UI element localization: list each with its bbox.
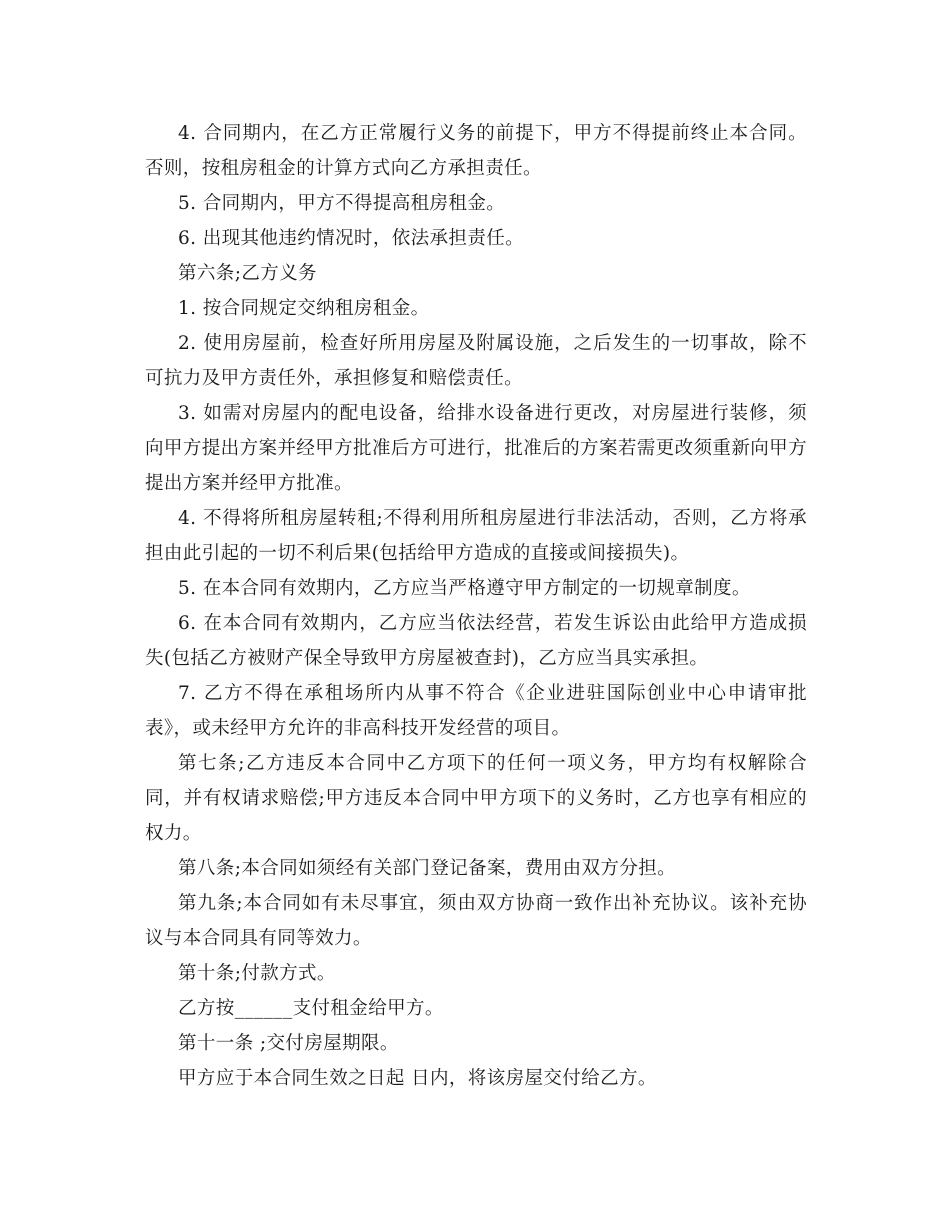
heading-article-11: 第十一条 ;交付房屋期限。 bbox=[178, 1033, 399, 1054]
paragraph-article-8: 第八条;本合同如须经有关部门登记备案，费用由双方分担。 bbox=[178, 858, 677, 879]
heading-article-6: 第六条;乙方义务 bbox=[178, 263, 317, 284]
paragraph-delivery-term: 甲方应于本合同生效之日起 日内，将该房屋交付给乙方。 bbox=[178, 1068, 657, 1089]
paragraph-clause-1-yi: 1. 按合同规定交纳租房租金。 bbox=[178, 298, 430, 319]
paragraph-clause-5-yi: 5. 在本合同有效期内，乙方应当严格遵守甲方制定的一切规章制度。 bbox=[178, 578, 751, 599]
paragraph-clause-5-jia: 5. 合同期内，甲方不得提高租房租金。 bbox=[178, 193, 506, 214]
paragraph-clause-7-yi: 7. 乙方不得在承租场所内从事不符合《企业进驻国际创业中心申请审批表》，或未经甲方允许的非高科技开发经营的项目。 bbox=[145, 683, 807, 739]
heading-article-10: 第十条;付款方式。 bbox=[178, 963, 336, 984]
document-body bbox=[145, 116, 807, 1096]
paragraph-clause-4-yi: 4. 不得将所租房屋转租;不得利用所租房屋进行非法活动，否则，乙方将承担由此引起的一切不利后果(包括给甲方造成的直接或间接损失)。 bbox=[145, 508, 807, 564]
paragraph-article-9: 第九条;本合同如有未尽事宜，须由双方协商一致作出补充协议。该补充协议与本合同具有同等效力。 bbox=[145, 893, 807, 949]
paragraph-clause-2-yi: 2. 使用房屋前，检查好所用房屋及附属设施，之后发生的一切事故，除不可抗力及甲方责任外，承担修复和赔偿责任。 bbox=[145, 333, 807, 389]
paragraph-clause-3-yi: 3. 如需对房屋内的配电设备，给排水设备进行更改，对房屋进行装修，须向甲方提出方案并经甲方批准后方可进行，批准后的方案若需更改须重新向甲方提出方案并经甲方批准。 bbox=[145, 403, 807, 494]
paragraph-clause-4-jia: 4. 合同期内，在乙方正常履行义务的前提下，甲方不得提前终止本合同。否则，按租房租金的计算方式向乙方承担责任。 bbox=[145, 123, 807, 179]
paragraph-clause-6-jia: 6. 出现其他违约情况时，依法承担责任。 bbox=[178, 228, 525, 249]
paragraph-article-7: 第七条;乙方违反本合同中乙方项下的任何一项义务，甲方均有权解除合同，并有权请求赔偿;甲方违反本合同中甲方项下的义务时，乙方也享有相应的权力。 bbox=[145, 753, 807, 844]
paragraph-payment-method: 乙方按______支付租金给甲方。 bbox=[178, 998, 444, 1019]
paragraph-clause-6-yi: 6. 在本合同有效期内，乙方应当依法经营，若发生诉讼由此给甲方造成损失(包括乙方被财产保全导致甲方房屋被查封)，乙方应当具实承担。 bbox=[145, 613, 807, 669]
